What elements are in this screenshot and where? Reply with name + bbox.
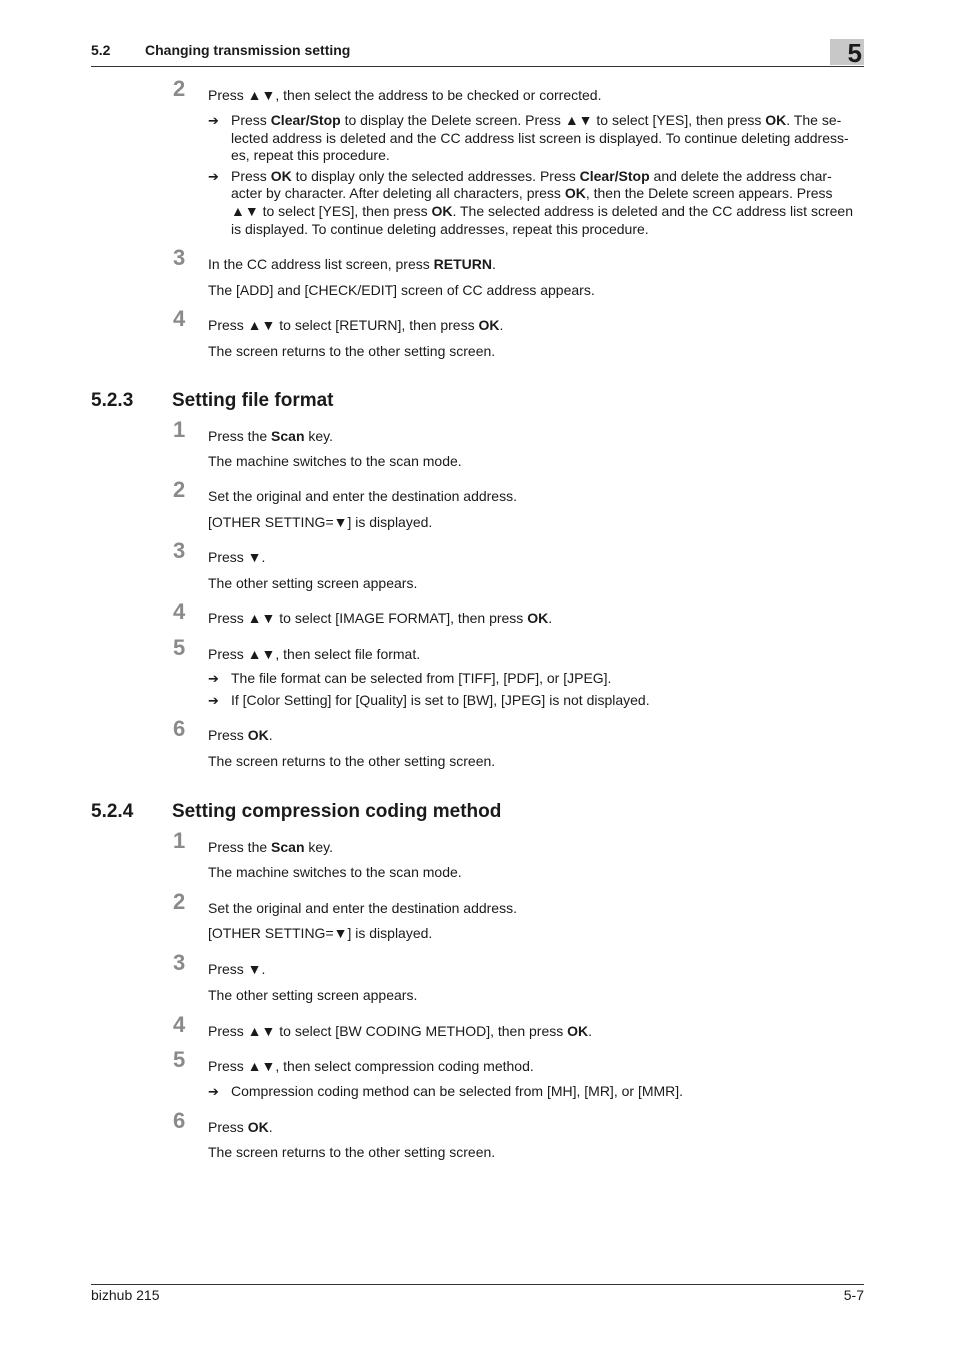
step-result: The screen returns to the other setting screen. — [208, 343, 496, 360]
step-result: The screen returns to the other setting screen. — [208, 753, 496, 770]
arrow-icon: ➔ — [208, 168, 219, 184]
step — [91, 477, 864, 531]
step-text: Press ▲▼ to select [IMAGE FORMAT], then press OK. — [208, 610, 553, 627]
header-section-number: 5.2 — [91, 42, 111, 58]
step — [91, 716, 864, 770]
note — [208, 112, 864, 165]
note-line: Press Clear/Stop to display the Delete screen. Press ▲▼ to select [YES], then press OK. The se- — [231, 112, 842, 128]
note-line: Compression coding method can be selected from [MH], [MR], or [MMR]. — [231, 1083, 684, 1100]
note — [91, 670, 864, 688]
step-result: The other setting screen appears. — [208, 987, 418, 1004]
step-number: 2 — [173, 889, 186, 915]
step — [91, 950, 864, 1004]
step-text: Press ▲▼, then select compression coding method. — [208, 1058, 534, 1075]
step-notes — [91, 112, 864, 238]
step-text: Press OK. — [208, 727, 273, 744]
step-text: Press ▲▼, then select the address to be checked or corrected. — [208, 87, 602, 103]
step-number: 1 — [173, 417, 186, 443]
step-number: 1 — [173, 828, 186, 854]
step-text: Press ▲▼, then select file format. — [208, 646, 421, 663]
step-text: Press OK. — [208, 1118, 273, 1135]
arrow-icon: ➔ — [208, 1084, 219, 1100]
section-heading — [91, 388, 864, 414]
step-result: The [ADD] and [CHECK/EDIT] screen of CC address appears. — [208, 282, 595, 299]
step-text: Press ▲▼ to select [BW CODING METHOD], then press OK. — [208, 1023, 593, 1040]
step-number: 4 — [173, 599, 186, 625]
arrow-icon: ➔ — [208, 113, 219, 128]
page-content — [91, 78, 864, 1161]
step-text: Press ▼. — [208, 549, 266, 566]
step-text: Press the Scan key. — [208, 428, 334, 445]
note-line: If [Color Setting] for [Quality] is set to [BW], [JPEG] is not displayed. — [231, 691, 650, 708]
step-number: 3 — [173, 245, 186, 271]
section-number: 5.2.4 — [91, 801, 134, 823]
step-number: 2 — [173, 477, 186, 503]
section-title: Setting file format — [172, 390, 334, 412]
note-line: es, repeat this procedure. — [231, 147, 390, 164]
step — [91, 828, 864, 881]
step — [91, 1107, 864, 1161]
step — [91, 306, 864, 360]
step-number: 3 — [173, 950, 186, 976]
footer-product: bizhub 215 — [91, 1287, 160, 1303]
note — [91, 1083, 864, 1101]
step-result: The other setting screen appears. — [208, 575, 418, 592]
step — [91, 245, 864, 299]
arrow-icon: ➔ — [208, 692, 219, 708]
note-line: is displayed. To continue deleting addresses, repeat this procedure. — [231, 220, 649, 237]
section-heading — [91, 799, 864, 825]
step — [91, 599, 864, 627]
note — [91, 692, 864, 710]
step-result: [OTHER SETTING=▼] is displayed. — [208, 925, 433, 942]
step-number: 6 — [173, 716, 186, 742]
step — [91, 538, 864, 592]
step-number: 5 — [173, 635, 186, 661]
step — [91, 1047, 864, 1101]
footer-divider — [91, 1284, 864, 1285]
section-title: Setting compression coding method — [172, 801, 502, 823]
footer-page-number: 5-7 — [843, 1287, 864, 1303]
note-line: ▲▼ to select [YES], then press OK. The selected address is deleted and the CC address list screen — [231, 202, 853, 219]
step-result: The machine switches to the scan mode. — [208, 453, 462, 470]
step-text: Press the Scan key. — [208, 839, 334, 856]
arrow-icon: ➔ — [208, 671, 219, 687]
note-line: The file format can be selected from [TIFF], [PDF], or [JPEG]. — [231, 670, 612, 687]
step-number: 5 — [173, 1047, 186, 1073]
step — [91, 889, 864, 942]
note-line: Press OK to display only the selected addresses. Press Clear/Stop and delete the address char- — [231, 167, 832, 184]
page-header — [91, 40, 864, 67]
step-text: Set the original and enter the destination address. — [208, 900, 517, 917]
header-section-title: Changing transmission setting — [145, 42, 351, 58]
step — [91, 417, 864, 470]
section-number: 5.2.3 — [91, 390, 134, 412]
note — [208, 168, 864, 238]
step — [91, 1012, 864, 1040]
step-number: 6 — [173, 1107, 186, 1133]
step-text: Press ▼. — [208, 961, 266, 978]
step-number: 4 — [173, 1012, 186, 1038]
note-line: acter by character. After deleting all characters, press OK, then the Delete screen appears. Press — [231, 185, 833, 202]
step-text: Press ▲▼ to select [RETURN], then press OK. — [208, 317, 504, 334]
chapter-number-badge: 5 — [830, 39, 864, 65]
step — [91, 76, 864, 104]
step-result: [OTHER SETTING=▼] is displayed. — [208, 514, 433, 531]
step-number: 4 — [173, 306, 186, 332]
step-result: The screen returns to the other setting screen. — [208, 1143, 496, 1160]
step-number: 3 — [173, 538, 186, 564]
step-text: Set the original and enter the destination address. — [208, 488, 517, 505]
step-text: In the CC address list screen, press RETURN. — [208, 256, 496, 273]
step-result: The machine switches to the scan mode. — [208, 864, 462, 881]
note-line: lected address is deleted and the CC address list screen is displayed. To continue deleting address- — [231, 129, 849, 146]
step-number: 2 — [173, 76, 186, 101]
step — [91, 635, 864, 709]
